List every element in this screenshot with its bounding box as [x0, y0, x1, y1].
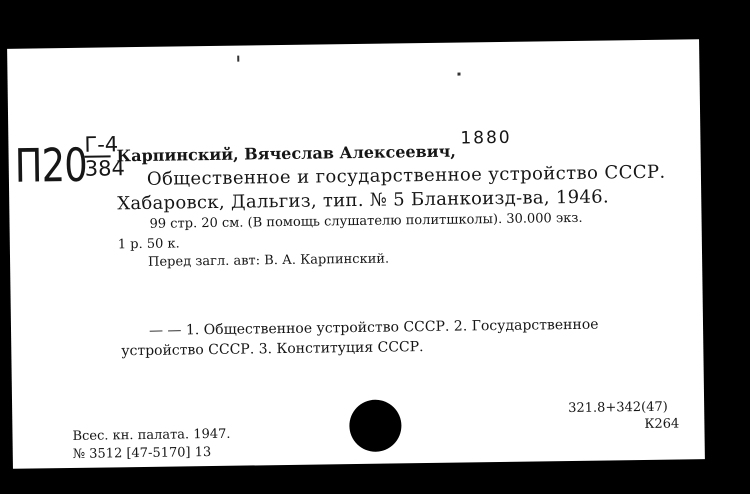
subject-headings-line-1: — — 1. Общественное устройство СССР. 2. Государственное: [148, 316, 599, 339]
punch-hole: [349, 399, 402, 452]
call-fraction: [84, 132, 126, 181]
imprint: Хабаровск, Дальгиз, тип. № 5 Бланкоизд-ва, 1946.: [117, 186, 610, 215]
registration-number: № 3512 [47-5170] 13: [72, 445, 212, 462]
call-number: П20: [14, 137, 88, 193]
author-mark: К264: [644, 416, 680, 432]
subject-headings-line-2: устройство СССР. 3. Конституция СССР.: [121, 339, 424, 360]
book-chamber-note: Всес. кн. палата. 1947.: [72, 426, 231, 444]
call-fraction-bottom: 384: [84, 156, 126, 181]
author-note: Перед загл. авт: В. А. Карпинский.: [147, 251, 390, 270]
speck-mark: [237, 56, 239, 62]
call-fraction-top: Г-4: [84, 132, 119, 157]
speck-mark: [457, 73, 460, 76]
physical-description: 99 стр. 20 см. (В помощь слушателю политшколы). 30.000 экз.: [149, 210, 583, 232]
classification-index: 321.8+342(47): [568, 399, 668, 417]
author-heading: Карпинский, Вячеслав Алексеевич,: [116, 141, 457, 166]
catalog-card: [7, 39, 705, 469]
handwritten-year: 1880: [460, 127, 512, 149]
book-title: Общественное и государственное устройство СССР.: [146, 161, 666, 190]
price: 1 р. 50 к.: [117, 236, 180, 253]
